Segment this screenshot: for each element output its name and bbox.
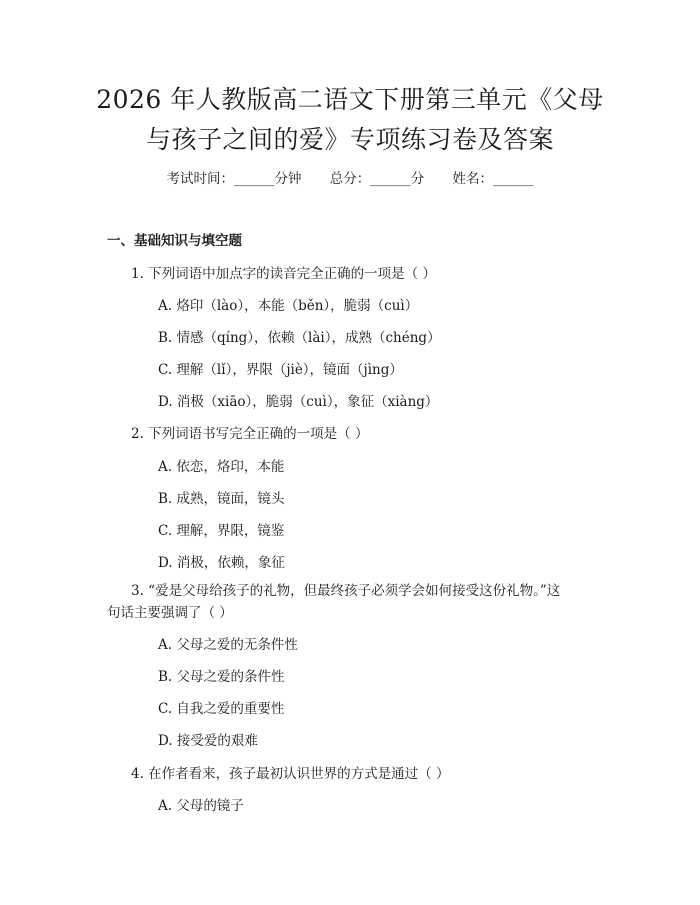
question-1-option-c: C. 理解（lǐ），界限（jiè），镜面（jìng） xyxy=(158,362,403,378)
question-3-option-a: A. 父母之爱的无条件性 xyxy=(158,637,298,653)
question-3-line2: 句话主要强调了（ ） xyxy=(107,605,233,621)
document-title-line1: 2026 年人教版高二语文下册第三单元《父母 xyxy=(96,85,604,114)
question-1-option-a: A. 烙印（lào），本能（běn），脆弱（cuì） xyxy=(158,298,419,314)
question-3-option-d: D. 接受爱的艰难 xyxy=(158,733,258,749)
exam-time-field: 考试时间：______分钟 xyxy=(166,171,302,187)
question-2-option-d: D. 消极，依赖，象征 xyxy=(158,555,285,571)
question-1: 1. 下列词语中加点字的读音完全正确的一项是（ ） xyxy=(131,266,436,282)
question-4: 4. 在作者看来，孩子最初认识世界的方式是通过（ ） xyxy=(131,766,450,782)
question-1-option-d: D. 消极（xiāo），脆弱（cuì），象征（xiàng） xyxy=(158,394,439,410)
question-3-line1: 3. “爱是父母给孩子的礼物，但最终孩子必须学会如何接受这份礼物。”这 xyxy=(131,583,561,599)
total-score-field: 总分：______分 xyxy=(329,171,425,187)
question-3-option-b: B. 父母之爱的条件性 xyxy=(158,669,285,685)
question-4-option-a: A. 父母的镜子 xyxy=(158,798,244,814)
question-1-option-b: B. 情感（qíng），依赖（lài），成熟（chéng） xyxy=(158,330,441,346)
name-field: 姓名：______ xyxy=(452,171,534,187)
question-3 xyxy=(107,580,597,624)
question-2: 2. 下列词语书写完全正确的一项是（ ） xyxy=(131,426,369,442)
question-2-option-c: C. 理解，界限，镜鉴 xyxy=(158,523,285,539)
exam-info xyxy=(0,167,700,187)
question-3-option-c: C. 自我之爱的重要性 xyxy=(158,701,285,717)
question-2-option-b: B. 成熟，镜面，镜头 xyxy=(158,491,285,507)
question-2-option-a: A. 依恋，烙印，本能 xyxy=(158,459,285,475)
section-heading: 一、基础知识与填空题 xyxy=(107,233,242,249)
document-title-line2: 与孩子之间的爱》专项练习卷及答案 xyxy=(145,125,554,154)
